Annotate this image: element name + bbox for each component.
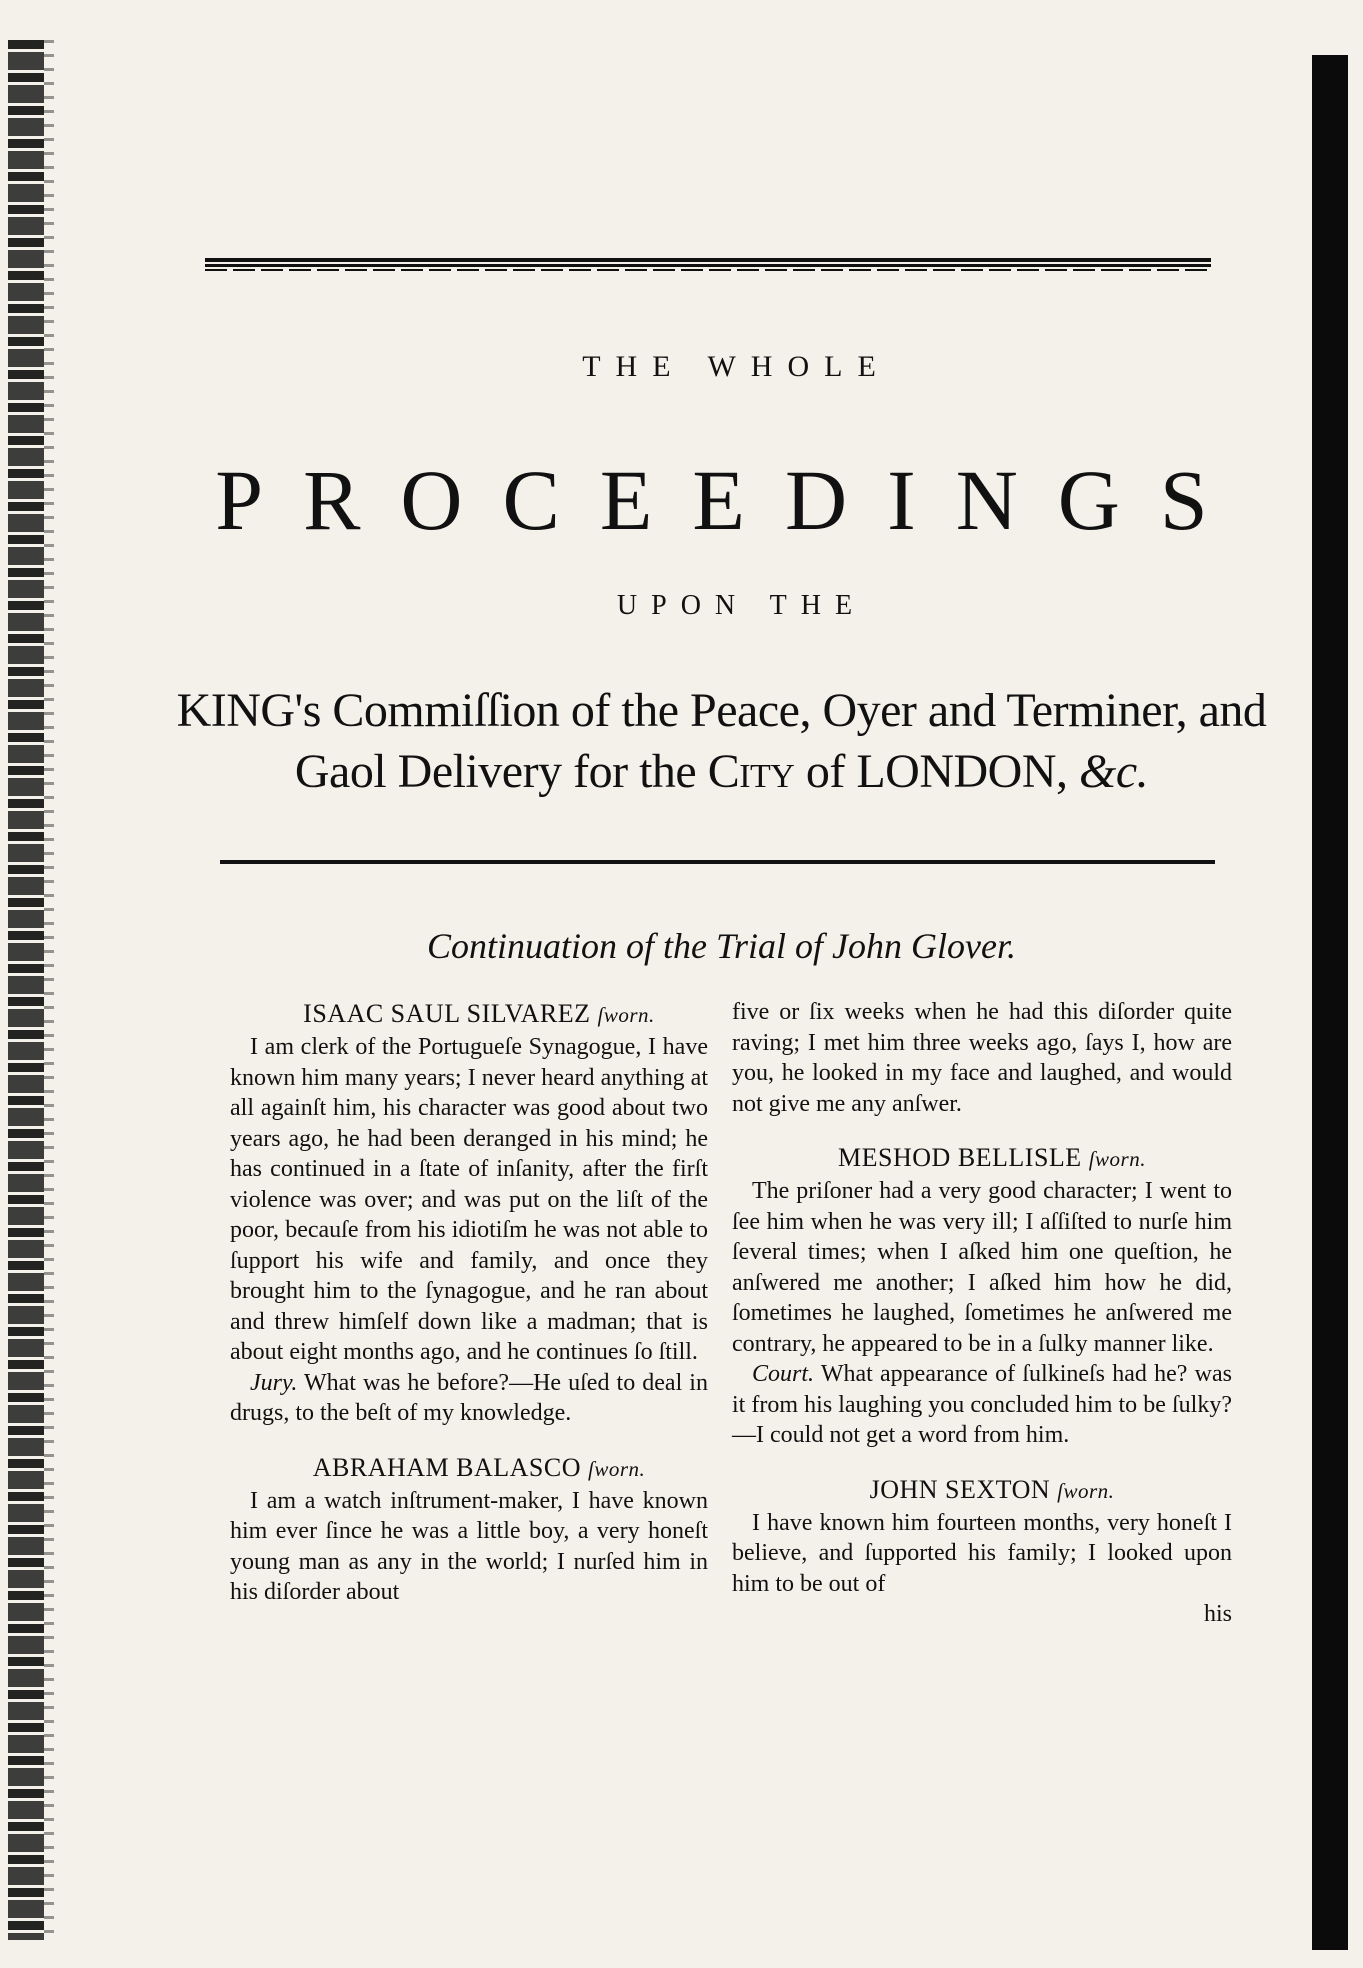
witness-heading: [230, 997, 708, 1032]
heading-the-whole: THE WHOLE: [582, 350, 891, 383]
witness-heading: [230, 1451, 708, 1486]
court-label: Court.: [752, 1361, 815, 1387]
sworn-label: ſworn.: [588, 1456, 646, 1481]
court-text: What appearance of ſulkineſs had he? was it from his laughing you concluded him to be ſulky?—I could not get a word from him.: [732, 1361, 1232, 1448]
left-column: [230, 997, 708, 1608]
london-word: LONDON,: [856, 745, 1068, 798]
court-question: [732, 1359, 1232, 1451]
testimony-paragraph: The priſoner had a very good character; I went to ſee him when he was very ill; I aſſiſted to nurſe him ſeveral times; when I aſked him one queſtion, he anſwered me another; I aſked him how he did, ſometimes he laughed, ſometimes he anſwered me contrary, he appeared to be in a ſulky manner like.: [732, 1178, 1232, 1357]
binding-edge-left: [8, 40, 44, 1940]
gaol-delivery-text: Gaol Delivery for the: [294, 745, 708, 798]
testimony-continuation: five or ſix weeks when he had this diſorder quite raving; I met him three weeks ago, ſays I, how are you, he looked in my face and laughed, and would not give me any anſwer.: [732, 999, 1232, 1117]
section-subtitle: Continuation of the Trial of John Glover.: [426, 926, 1016, 966]
heading-commission-line1: KING's Commiſſion of the Peace, Oyer and Terminer, and: [176, 684, 1267, 737]
testimony-paragraph: I am clerk of the Portugueſe Synagogue, I have known him many years; I never heard anything at all againſt him, his character was good about two years ago, he had been deranged in his mind; he has continued in a ſtate of inſanity, after the firſt violence was over; and was put on the liſt of the poor, becauſe from his idiotiſm he was not able to ſupport his wife and family, and once they brought him to the ſynagogue, and he ran about and threw himſelf down like a madman; that is about eight months ago, and he continues ſo ſtill.: [230, 1034, 708, 1365]
divider-rule: [220, 860, 1215, 864]
of-word: of: [794, 745, 857, 798]
sworn-label: ſworn.: [1057, 1478, 1115, 1503]
binding-edge-right: [1312, 55, 1348, 1950]
witness-heading: [732, 1141, 1232, 1176]
heading-proceedings: PROCEEDINGS: [215, 452, 1248, 548]
right-column: [732, 997, 1232, 1630]
testimony-paragraph: I have known him fourteen months, very honeſt I believe, and ſupported his family; I looked upon him to be out of: [732, 1509, 1232, 1597]
witness-name: ABRAHAM BALASCO: [312, 1452, 581, 1482]
sworn-label: ſworn.: [1088, 1147, 1146, 1171]
heading-commission-line2: [0, 744, 1363, 799]
witness-name: JOHN SEXTON: [869, 1474, 1051, 1504]
ornamental-rule-top: [205, 258, 1211, 272]
jury-question: [230, 1368, 708, 1429]
catchword: his: [1203, 1601, 1232, 1627]
sworn-label: ſworn.: [597, 1003, 655, 1027]
city-word: City: [707, 745, 795, 798]
heading-upon-the: UPON THE: [616, 590, 867, 621]
witness-heading: [732, 1473, 1232, 1508]
etc-mark: &c.: [1079, 745, 1149, 798]
testimony-paragraph: I am a watch inſtrument-maker, I have known him ever ſince he was a little boy, a very honeſt young man as any in the world; I nurſed him in his diſorder about: [230, 1487, 708, 1605]
jury-label: Jury.: [250, 1369, 298, 1396]
jury-text: What was he before?—He uſed to deal in drugs, to the beſt of my knowledge.: [230, 1369, 708, 1426]
witness-name: MESHOD BELLISLE: [838, 1143, 1082, 1172]
witness-name: ISAAC SAUL SILVAREZ: [303, 999, 591, 1028]
